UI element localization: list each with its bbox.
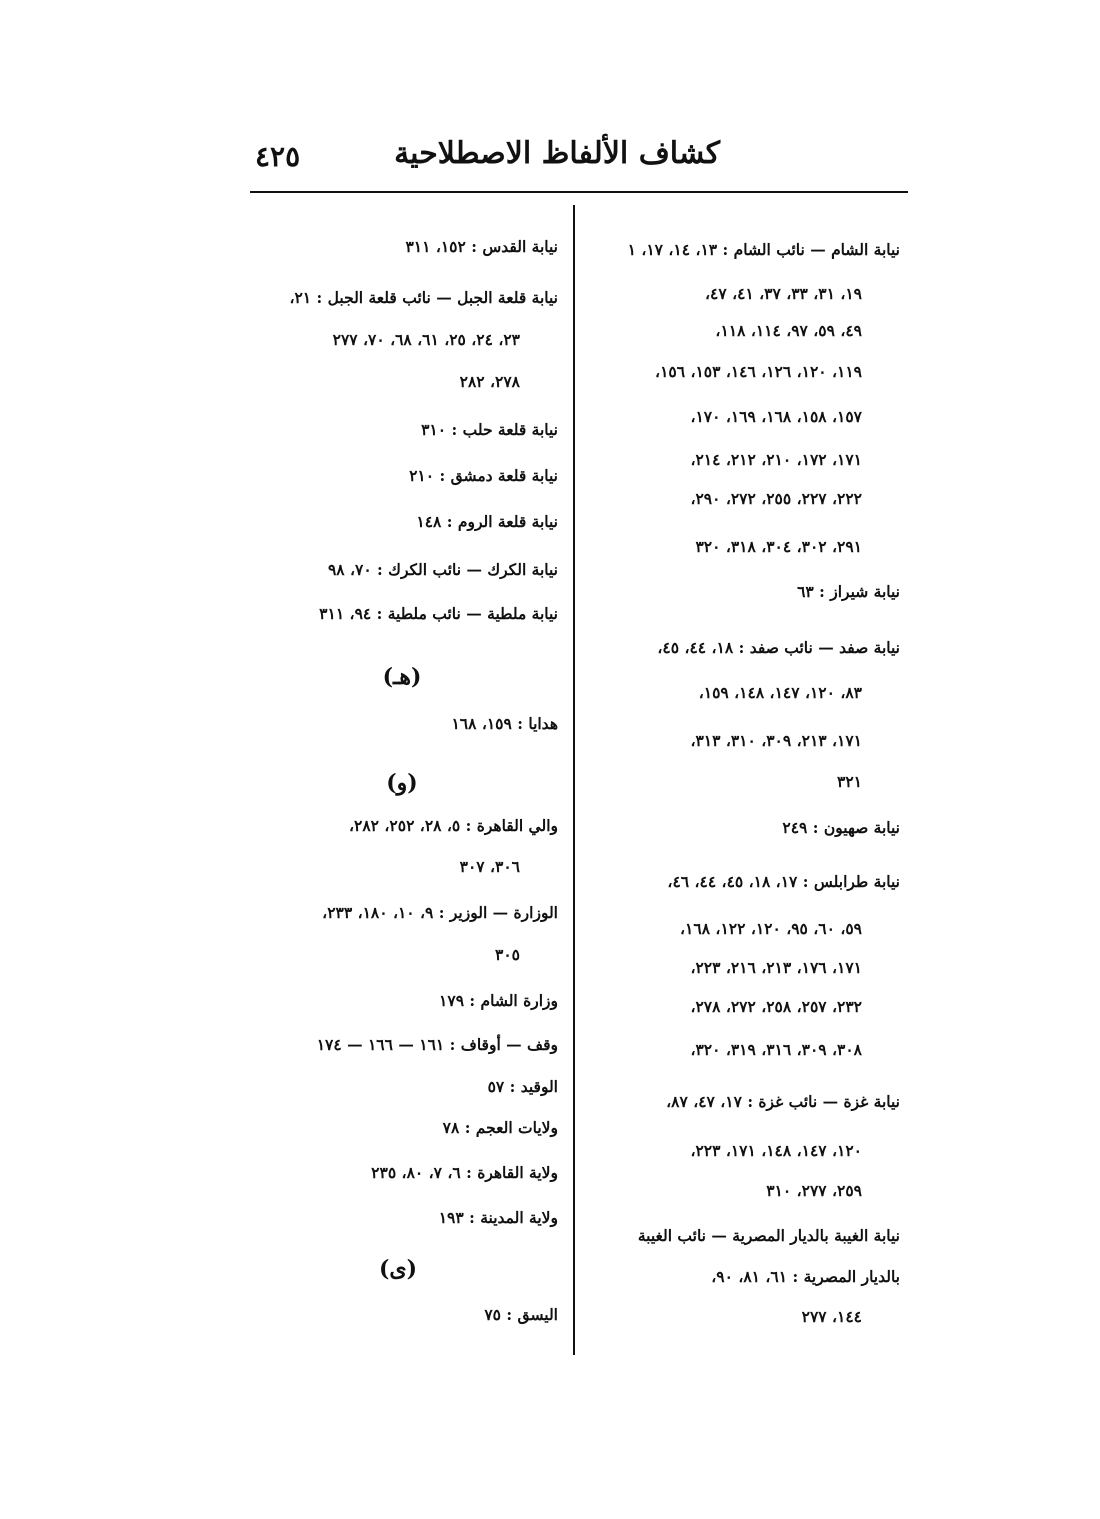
index-entry: نيابة قلعة الجبل — نائب قلعة الجبل : ٢١، — [289, 288, 558, 307]
index-entry-continuation: ١٢٠، ١٤٧، ١٤٨، ١٧١، ٢٢٣، — [690, 1141, 862, 1160]
index-entry: نيابة صهيون : ٢٤٩ — [782, 818, 900, 837]
index-entry: نيابة شيراز : ٦٣ — [797, 582, 900, 601]
index-entry-continuation: ١١٩، ١٢٠، ١٢٦، ١٤٦، ١٥٣، ١٥٦، — [655, 362, 862, 381]
index-entry: نيابة طرابلس : ١٧، ١٨، ٤٥، ٤٤، ٤٦، — [667, 872, 900, 891]
index-entry: ولاية القاهرة : ٦، ٧، ٨٠، ٢٣٥ — [371, 1163, 558, 1182]
index-entry-continuation: بالديار المصرية : ٦١، ٨١، ٩٠، — [711, 1267, 900, 1286]
index-entry-continuation: ١٧١، ١٧٢، ٢١٠، ٢١٢، ٢١٤، — [690, 450, 862, 469]
page-title: كشاف الألفاظ الاصطلاحية — [394, 136, 720, 171]
section-letter-heading: (ى) — [378, 1256, 418, 1282]
page-number: ٤٢٥ — [255, 140, 301, 173]
index-entry-continuation: ٢٢٢، ٢٢٧، ٢٥٥، ٢٧٢، ٢٩٠، — [690, 489, 862, 508]
section-letter-heading: (و) — [386, 770, 418, 796]
index-entry: ولايات العجم : ٧٨ — [442, 1118, 558, 1137]
index-entry: نيابة قلعة الروم : ١٤٨ — [416, 512, 558, 531]
index-entry: نيابة القدس : ١٥٢، ٣١١ — [405, 237, 558, 256]
index-entry: نيابة صفد — نائب صفد : ١٨، ٤٤، ٤٥، — [657, 638, 900, 657]
section-letter-heading: (هـ) — [382, 664, 422, 690]
column-divider — [573, 205, 575, 1355]
index-entry: الوزارة — الوزير : ٩، ١٠، ١٨٠، ٢٣٣، — [322, 903, 558, 922]
index-entry-continuation: ٢٣، ٢٤، ٢٥، ٦١، ٦٨، ٧٠، ٢٧٧ — [332, 330, 520, 349]
index-entry: نيابة غزة — نائب غزة : ١٧، ٤٧، ٨٧، — [666, 1092, 900, 1111]
index-entry-continuation: ٣٠٨، ٣٠٩، ٣١٦، ٣١٩، ٣٢٠، — [690, 1040, 862, 1059]
index-entry: هدايا : ١٥٩، ١٦٨ — [451, 714, 558, 733]
index-entry: نيابة الكرك — نائب الكرك : ٧٠، ٩٨ — [327, 560, 558, 579]
index-entry-continuation: ١٥٧، ١٥٨، ١٦٨، ١٦٩، ١٧٠، — [690, 407, 862, 426]
index-entry-continuation: ٤٩، ٥٩، ٩٧، ١١٤، ١١٨، — [715, 321, 862, 340]
index-entry: نيابة الشام — نائب الشام : ١٣، ١٤، ١٧، ١ — [627, 240, 900, 259]
index-entry-continuation: ٨٣، ١٢٠، ١٤٧، ١٤٨، ١٥٩، — [698, 683, 862, 702]
index-entry-continuation: ٢٩١، ٣٠٢، ٣٠٤، ٣١٨، ٣٢٠ — [695, 537, 862, 556]
index-entry: نيابة قلعة دمشق : ٢١٠ — [409, 466, 558, 485]
index-entry-continuation: ١٧١، ١٧٦، ٢١٣، ٢١٦، ٢٢٣، — [690, 958, 862, 977]
index-entry: ولاية المدينة : ١٩٣ — [438, 1208, 558, 1227]
index-entry: وقف — أوقاف : ١٦١ — ١٦٦ — ١٧٤ — [316, 1035, 558, 1054]
index-entry: نيابة قلعة حلب : ٣١٠ — [421, 420, 558, 439]
header-rule — [250, 191, 908, 193]
index-entry-continuation: ٣٠٥ — [495, 945, 520, 964]
index-entry-continuation: ٣٢١ — [837, 772, 862, 791]
index-entry: الوقيد : ٥٧ — [487, 1077, 558, 1096]
index-entry: نيابة ملطية — نائب ملطية : ٩٤، ٣١١ — [319, 604, 558, 623]
index-entry-continuation: ٣٠٦، ٣٠٧ — [459, 857, 520, 876]
index-entry: والي القاهرة : ٥، ٢٨، ٢٥٢، ٢٨٢، — [349, 816, 558, 835]
index-entry: نيابة الغيبة بالديار المصرية — نائب الغيبة — [637, 1226, 900, 1245]
index-entry: اليسق : ٧٥ — [484, 1305, 558, 1324]
index-entry-continuation: ٢٥٩، ٢٧٧، ٣١٠ — [766, 1181, 862, 1200]
index-entry-continuation: ١٧١، ٢١٣، ٣٠٩، ٣١٠، ٣١٣، — [690, 731, 862, 750]
index-entry-continuation: ٥٩، ٦٠، ٩٥، ١٢٠، ١٢٢، ١٦٨، — [680, 919, 862, 938]
index-entry: وزارة الشام : ١٧٩ — [439, 991, 558, 1010]
index-entry-continuation: ١٩، ٣١، ٣٣، ٣٧، ٤١، ٤٧، — [705, 284, 862, 303]
index-entry-continuation: ١٤٤، ٢٧٧ — [801, 1307, 862, 1326]
index-entry-continuation: ٢٣٢، ٢٥٧، ٢٥٨، ٢٧٢، ٢٧٨، — [690, 997, 862, 1016]
index-entry-continuation: ٢٧٨، ٢٨٢ — [459, 372, 520, 391]
